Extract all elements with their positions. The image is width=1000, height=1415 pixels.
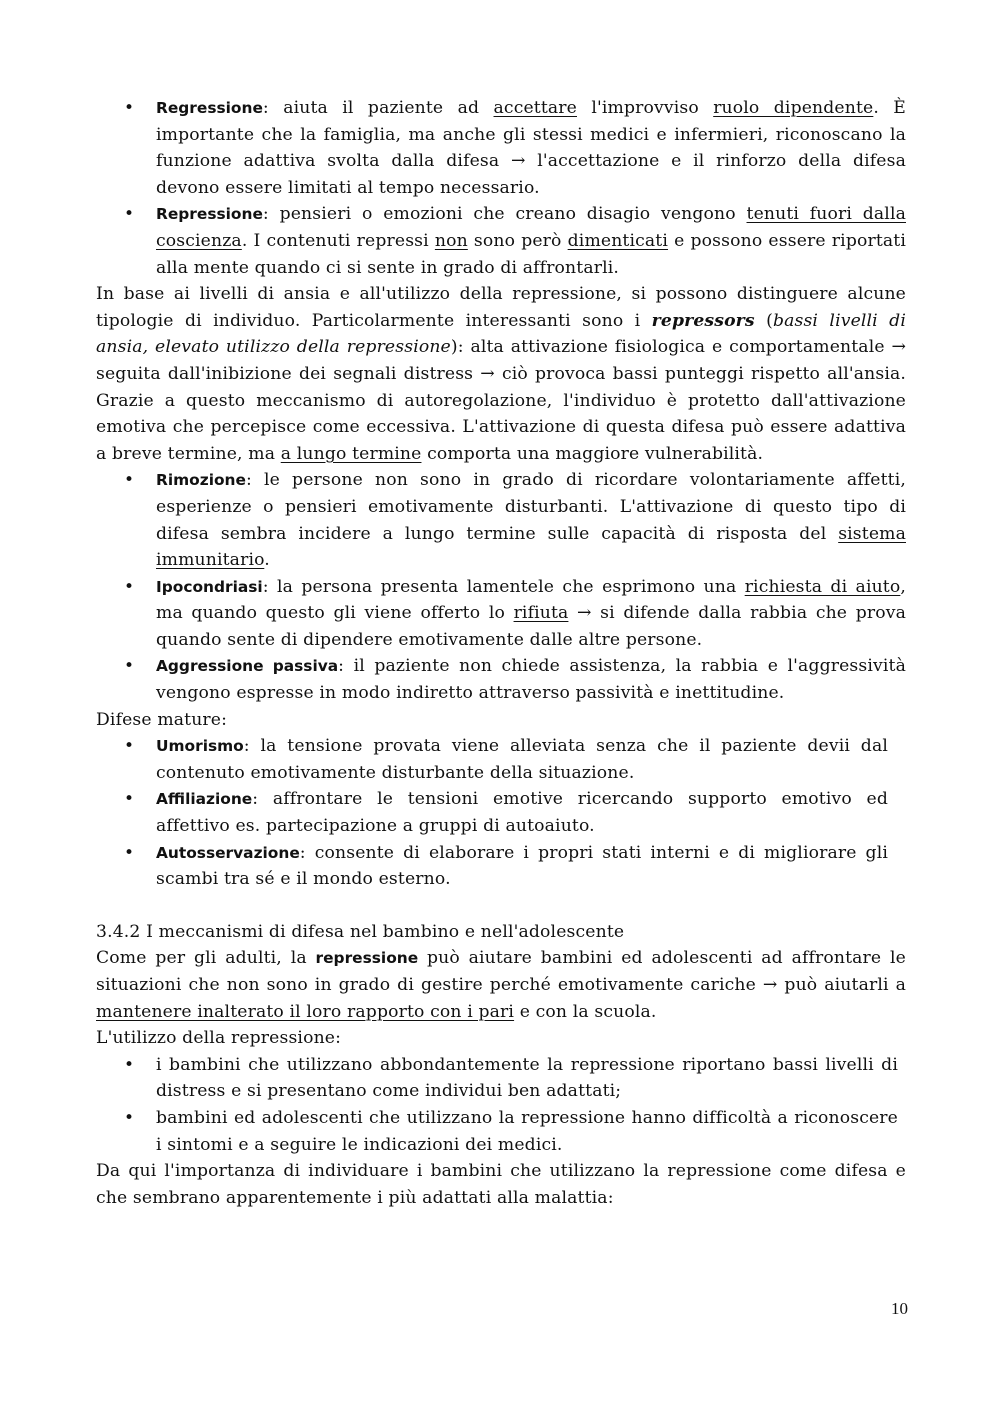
- item-text: : la tensione provata viene alleviata senza che il paziente devii dal contenuto emotivamente disturbante della situazione.: [156, 736, 888, 783]
- term-aggressione-passiva: Aggressione passiva: [156, 657, 339, 676]
- underlined-text: richiesta di aiuto: [744, 576, 901, 597]
- paragraph-text: (: [754, 310, 773, 331]
- list-item-regressione: [96, 95, 906, 201]
- list-item: • i bambini che utilizzano abbondantemente la repressione riportano bassi livelli di distress e si presentano come individui ben adattati;: [96, 1052, 906, 1105]
- term-ipocondriasi: Ipocondriasi: [156, 577, 263, 596]
- paragraph-text: In base ai livelli di ansia e all'utilizzo della repressione, si possono distinguere alcune tipologie di individuo. Particolarmente interessanti sono i: [96, 284, 906, 331]
- list-item-affiliazione: [96, 786, 906, 839]
- item-text: : la persona presenta lamentele che esprimono una: [262, 576, 745, 597]
- paragraph-text: e con la scuola.: [514, 1001, 657, 1022]
- underlined-text: dimenticati: [567, 230, 669, 251]
- page-number: 10: [891, 1299, 908, 1318]
- item-text: l'improvviso: [577, 98, 714, 118]
- term-regressione: Regressione: [156, 99, 263, 117]
- item-text: : consente di elaborare i propri stati interni e di migliorare gli scambi tra sé e il mondo esterno.: [156, 842, 888, 890]
- heading-difese-mature: Difese mature:: [96, 709, 228, 730]
- underlined-text: ruolo dipendente: [713, 98, 874, 118]
- list-item-autosservazione: [96, 840, 906, 893]
- item-text: : pensieri o emozioni che creano disagio vengono: [262, 204, 747, 225]
- section-heading: 3.4.2 I meccanismi di difesa nel bambino e nell'adolescente: [96, 921, 625, 942]
- paragraph-text: comporta una maggiore vulnerabilità.: [421, 443, 764, 464]
- term-autosservazione: Autosservazione: [156, 843, 300, 862]
- underlined-text: sistema immunitario: [156, 523, 906, 571]
- item-text: . I contenuti repressi: [241, 230, 435, 251]
- list-item: • bambini ed adolescenti che utilizzano la repressione hanno difficoltà a riconoscere i sintomi e a seguire le indicazioni dei medici.: [96, 1105, 906, 1158]
- item-text: .: [264, 550, 270, 571]
- list-item-rimozione: [96, 467, 906, 573]
- paragraph-text: Come per gli adulti, la: [96, 948, 316, 969]
- underlined-text: non: [434, 230, 468, 251]
- defense-list-2: [96, 467, 906, 706]
- underlined-text: mantenere inalterato il loro rapporto con i pari: [96, 1001, 515, 1022]
- paragraph-repressors: [96, 281, 906, 467]
- defense-list-1: [96, 95, 906, 281]
- item-text: . È importante che la famiglia, ma anche gli stessi medici e infermieri, riconoscano la funzione adattiva svolta dalla difesa → l'accettazione e il rinforzo della difesa devono essere limitati al tempo necessario.: [156, 98, 907, 198]
- heading-utilizzo: L'utilizzo della repressione:: [96, 1028, 342, 1049]
- item-text: e possono essere riportati alla mente quando ci si sente in grado di affrontarli.: [156, 230, 906, 278]
- paragraph-text: ): alta attivazione fisiologica e comportamentale → seguita dall'inibizione dei segnali distress → ciò provoca bassi punteggi rispetto all'ansia. Grazie a questo meccanismo di autoregolazione, l'individuo è protetto dall'attivazione emotiva che percepisce come eccessiva. L'attivazione di questa difesa può essere adattiva a breve termine, ma: [96, 337, 906, 464]
- underlined-text: a lungo termine: [280, 443, 422, 464]
- term-repressione: Repressione: [156, 205, 263, 224]
- underlined-text: tenuti fuori dalla coscienza: [156, 204, 906, 251]
- item-text: : le persone non sono in grado di ricordare volontariamente affetti, esperienze o pensieri emotivamente disturbanti. L'attivazione di questo tipo di difesa sembra incidere a lungo termine sulle capacità di risposta del: [156, 470, 906, 544]
- list-item-umorismo: [96, 733, 906, 786]
- item-text: sono però: [467, 230, 568, 251]
- page-content: [96, 95, 906, 1211]
- bold-italic-term: repressors: [651, 310, 755, 331]
- item-text: : aiuta il paziente ad: [262, 98, 494, 118]
- repression-use-list: [96, 1052, 906, 1158]
- list-item-ipocondriasi: [96, 574, 906, 654]
- item-text: : il paziente non chiede assistenza, la rabbia e l'aggressività vengono espresse in modo indiretto attraverso passività e inettitudine.: [156, 656, 906, 704]
- underlined-text: accettare: [493, 98, 577, 118]
- underlined-text: rifiuta: [513, 603, 569, 624]
- defense-list-mature: [96, 733, 906, 893]
- term-umorismo: Umorismo: [156, 737, 244, 756]
- paragraph-children: [96, 945, 906, 1025]
- term-affiliazione: Affiliazione: [156, 790, 253, 809]
- paragraph-conclusion: Da qui l'importanza di individuare i bambini che utilizzano la repressione come difesa e che sembrano apparentemente i più adattati alla malattia:: [96, 1161, 906, 1208]
- item-text: : affrontare le tensioni emotive ricercando supporto emotivo ed affettivo es. partecipazione a gruppi di autoaiuto.: [156, 789, 888, 837]
- list-item-repressione: [96, 201, 906, 281]
- term-rimozione: Rimozione: [156, 471, 246, 490]
- item-text: , ma quando questo gli viene offerto lo: [156, 576, 906, 624]
- paragraph-text: può aiutare bambini ed adolescenti ad affrontare le situazioni che non sono in grado di gestire perché emotivamente cariche → può aiutarli a: [96, 948, 906, 995]
- bold-term: repressione: [315, 949, 419, 968]
- item-text: → si difende dalla rabbia che prova quando sente di dipendere emotivamente dalle altre persone.: [156, 603, 906, 650]
- spacer: [96, 893, 906, 919]
- list-item-aggressione-passiva: [96, 653, 906, 706]
- italic-text: bassi livelli di ansia, elevato utilizzo della repressione: [96, 310, 906, 358]
